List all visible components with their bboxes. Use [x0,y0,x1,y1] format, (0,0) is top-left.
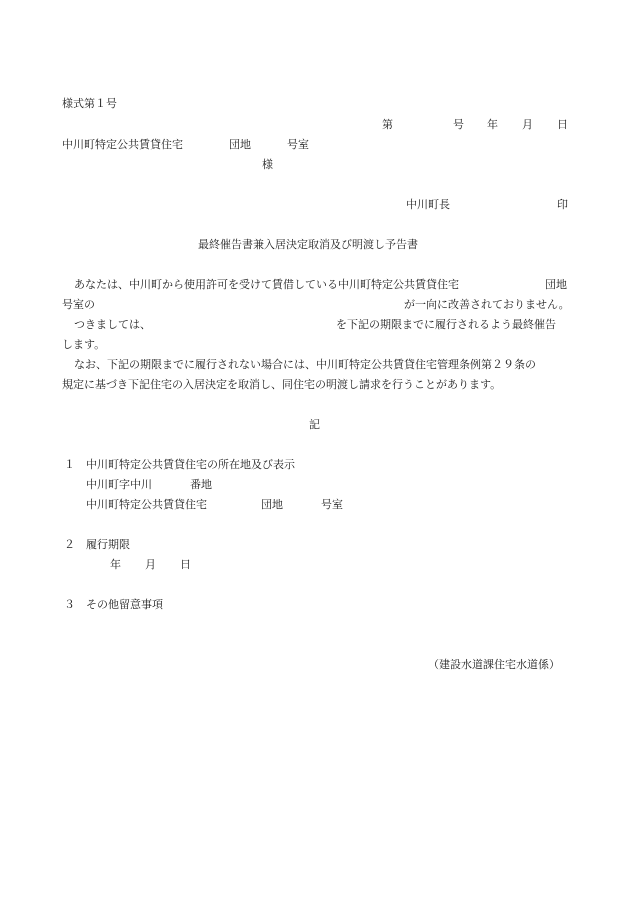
body-p2-line1-end: を下記の期限までに履行されるよう最終催告 [336,318,556,331]
item1-banchi: 番地 [190,478,212,491]
document-title: 最終催告書兼入居決定取消及び明渡し予告書 [198,238,418,251]
item3-heading: その他留意事項 [86,598,163,611]
item2-nen: 年 [110,558,121,571]
address-housing: 中川町特定公共賃貸住宅 [62,138,183,151]
body-p1-line2: 号室の [62,298,95,311]
body-p1-line2-end: が一向に改善されておりません。 [404,298,570,311]
item2-number: ２ [64,538,75,551]
item1-housing: 中川町特定公共賃貸住宅 [86,498,207,511]
number-dai: 第 [382,118,393,131]
seal-mark: 印 [557,198,568,211]
honorific: 様 [262,158,273,171]
item1-danchi: 団地 [261,498,283,511]
item2-hi: 日 [180,558,191,571]
address-goushitsu: 号室 [287,138,309,151]
item2-heading: 履行期限 [86,538,130,551]
date-hi: 日 [557,118,568,131]
item3-number: ３ [64,598,75,611]
sender-name: 中川町長 [406,198,450,211]
item1-number: １ [64,458,75,471]
body-p2-line2: します。 [62,338,106,351]
item2-tsuki: 月 [145,558,156,571]
form-label: 様式第１号 [62,97,117,110]
body-p2-line1: つきましては、 [74,318,151,331]
body-p1-line1: あなたは、中川町から使用許可を受けて賃借している中川町特定公共賃貸住宅 [74,278,459,291]
date-tsuki: 月 [522,118,533,131]
body-p1-danchi: 団地 [545,278,567,291]
number-gou: 号 [453,118,464,131]
footer-department: （建設水道課住宅水道係） [428,658,560,671]
body-p3-line2: 規定に基づき下記住宅の入居決定を取消し、同住宅の明渡し請求を行うことがあります。 [62,378,502,391]
item1-heading: 中川町特定公共賃貸住宅の所在地及び表示 [86,458,295,471]
body-p3-line1: なお、下記の期限までに履行されない場合には、中川町特定公共賃貸住宅管理条例第２９条の [74,358,536,371]
item1-goushitsu: 号室 [321,498,343,511]
address-danchi: 団地 [229,138,251,151]
date-nen: 年 [487,118,498,131]
item1-location: 中川町字中川 [86,478,152,491]
ki-heading: 記 [309,418,320,431]
